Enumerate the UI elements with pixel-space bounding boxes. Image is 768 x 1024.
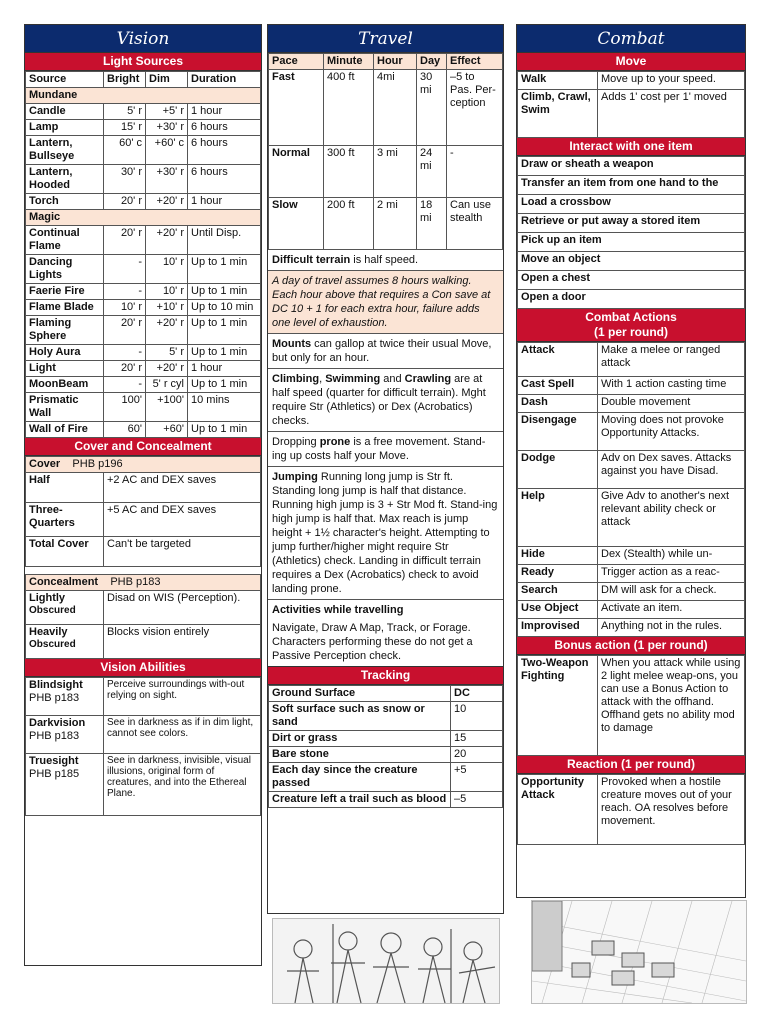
pace-value: 4mi — [374, 70, 417, 146]
interact-row — [518, 195, 745, 214]
vision-ability-desc: See in darkness, invisible, visual illusions, original form of creatures, and into the Ethereal Plane. — [104, 754, 261, 816]
combat-action-row — [518, 413, 745, 451]
mundane-label: Mundane — [26, 88, 261, 104]
interact-row — [518, 271, 745, 290]
adventurers-illustration — [272, 918, 500, 1004]
combat-action-row — [518, 601, 745, 619]
cover-effect: +5 AC and DEX saves — [104, 503, 261, 537]
pace-value: 400 ft — [324, 70, 374, 146]
interact-item: Retrieve or put away a stored item — [518, 214, 745, 233]
combat-action-name: Search — [518, 583, 598, 601]
tracking-title: Tracking — [268, 666, 503, 685]
combat-action-name: Cast Spell — [518, 377, 598, 395]
move-name: Climb, Crawl, Swim — [518, 90, 598, 138]
combat-action-desc: Adv on Dex saves. Attacks against you have Disad. — [598, 451, 745, 489]
light-source-value: 100' — [104, 393, 146, 422]
light-source-name: Lantern, Hooded — [26, 165, 104, 194]
light-header-3: Duration — [188, 72, 261, 88]
light-source-value: +20' r — [146, 226, 188, 255]
combat-action-desc: Dex (Stealth) while un- — [598, 547, 745, 565]
light-source-name: Wall of Fire — [26, 422, 104, 438]
vision-column — [24, 24, 262, 966]
cover-title: Cover and Concealment — [25, 438, 261, 456]
cover-table — [25, 456, 261, 659]
light-source-value: +60' c — [146, 136, 188, 165]
vision-ability-row — [26, 678, 261, 716]
tracking-row — [269, 763, 503, 792]
cover-row — [26, 473, 261, 503]
light-source-value: Up to 1 min — [188, 255, 261, 284]
vision-ability-name: Blindsight PHB p183 — [26, 678, 104, 716]
light-source-name: Lamp — [26, 120, 104, 136]
concealment-row — [26, 591, 261, 625]
combat-action-row — [518, 583, 745, 601]
cover-ref: PHB p196 — [72, 458, 123, 470]
climbing-note: Climbing, Swimming and Crawling are at half speed (quarter for difficult terrain). Mght require Str (Athletics) or Dex (Acrobatics) checks. — [268, 369, 503, 432]
light-source-value: +100' — [146, 393, 188, 422]
interact-item: Open a door — [518, 290, 745, 309]
tracking-dc: 15 — [451, 731, 503, 747]
tracking-surface: Dirt or grass — [269, 731, 451, 747]
concealment-type: Heavily Obscured — [26, 625, 104, 659]
pace-value: 300 ft — [324, 146, 374, 198]
interact-row — [518, 233, 745, 252]
cover-type: Half — [26, 473, 104, 503]
light-source-value: +30' r — [146, 165, 188, 194]
light-sources-table — [25, 71, 261, 438]
light-source-row — [26, 165, 261, 194]
interact-item: Draw or sheath a weapon — [518, 157, 745, 176]
light-source-value: 1 hour — [188, 104, 261, 120]
light-sources-title: Light Sources — [25, 53, 261, 71]
light-source-row — [26, 104, 261, 120]
vision-ability-desc: See in darkness as if in dim light, cannot see colors. — [104, 716, 261, 754]
light-source-value: 20' r — [104, 194, 146, 210]
light-source-value: +20' r — [146, 361, 188, 377]
light-source-value: 60' — [104, 422, 146, 438]
pace-header-1: Minute — [324, 54, 374, 70]
bonus-action-name: Two-Weapon Fighting — [518, 656, 598, 756]
tracking-surface: Each day since the creature passed — [269, 763, 451, 792]
interact-row — [518, 252, 745, 271]
light-source-row — [26, 255, 261, 284]
light-source-name: Torch — [26, 194, 104, 210]
prone-note: Dropping prone is a free movement. Stand-ing up costs half your Move. — [268, 432, 503, 467]
light-source-row — [26, 136, 261, 165]
day-of-travel-note: A day of travel assumes 8 hours walking. Each hour above that requires a Con save at DC 10 + 1 for each extra hour, failure adds one level of exhaustion. — [268, 271, 503, 334]
reaction-title: Reaction (1 per round) — [517, 756, 745, 774]
tracking-surface: Creature left a trail such as blood — [269, 792, 451, 808]
light-source-value: 15' r — [104, 120, 146, 136]
cover-row — [26, 537, 261, 567]
tracking-header-1: DC — [451, 686, 503, 702]
vision-ability-row — [26, 754, 261, 816]
tracking-row — [269, 792, 503, 808]
interact-item: Pick up an item — [518, 233, 745, 252]
light-source-row — [26, 393, 261, 422]
combat-action-desc: Anything not in the rules. — [598, 619, 745, 637]
light-source-value: - — [104, 345, 146, 361]
light-source-value: Up to 1 min — [188, 316, 261, 345]
light-source-name: Dancing Lights — [26, 255, 104, 284]
light-source-value: +5' r — [146, 104, 188, 120]
light-source-value: Until Disp. — [188, 226, 261, 255]
bonus-action-row — [518, 656, 745, 756]
combat-action-row — [518, 619, 745, 637]
light-source-name: Lantern, Bullseye — [26, 136, 104, 165]
vision-ability-name: Truesight PHB p185 — [26, 754, 104, 816]
reaction-table — [517, 774, 745, 845]
interact-title: Interact with one item — [517, 138, 745, 156]
interact-row — [518, 176, 745, 195]
light-source-name: MoonBeam — [26, 377, 104, 393]
pace-row — [269, 70, 503, 146]
light-header-2: Dim — [146, 72, 188, 88]
light-source-value: Up to 1 min — [188, 377, 261, 393]
light-header-1: Bright — [104, 72, 146, 88]
pace-row — [269, 146, 503, 198]
pace-value: 30 mi — [417, 70, 447, 146]
light-source-value: Up to 1 min — [188, 345, 261, 361]
tracking-header-0: Ground Surface — [269, 686, 451, 702]
pace-value: 200 ft — [324, 198, 374, 250]
combat-column — [516, 24, 746, 898]
pace-name: Fast — [269, 70, 324, 146]
combat-action-name: Improvised — [518, 619, 598, 637]
concealment-row — [26, 625, 261, 659]
concealment-label: Concealment — [29, 576, 99, 588]
combat-action-desc: Double movement — [598, 395, 745, 413]
pace-value: Can use stealth — [447, 198, 503, 250]
interact-item: Open a chest — [518, 271, 745, 290]
combat-actions-table — [517, 342, 745, 637]
move-name: Walk — [518, 72, 598, 90]
concealment-ref: PHB p183 — [110, 576, 161, 588]
light-source-row — [26, 361, 261, 377]
combat-action-row — [518, 489, 745, 547]
light-source-value: 10 mins — [188, 393, 261, 422]
light-source-value: Up to 10 min — [188, 300, 261, 316]
light-source-row — [26, 226, 261, 255]
concealment-effect: Disad on WIS (Perception). — [104, 591, 261, 625]
combat-action-name: Dash — [518, 395, 598, 413]
pace-value: –5 to Pas. Per-ception — [447, 70, 503, 146]
light-source-value: 20' r — [104, 226, 146, 255]
tracking-dc: 10 — [451, 702, 503, 731]
vision-abilities-title: Vision Abilities — [25, 659, 261, 677]
pace-header-0: Pace — [269, 54, 324, 70]
move-row — [518, 90, 745, 138]
cover-effect: Can't be targeted — [104, 537, 261, 567]
pace-value: 24 mi — [417, 146, 447, 198]
cover-type: Total Cover — [26, 537, 104, 567]
combat-action-row — [518, 547, 745, 565]
tracking-row — [269, 731, 503, 747]
light-source-row — [26, 422, 261, 438]
interact-row — [518, 290, 745, 309]
combat-title: Combat — [517, 25, 745, 53]
light-source-name: Continual Flame — [26, 226, 104, 255]
light-source-value: 5' r — [104, 104, 146, 120]
light-source-name: Prismatic Wall — [26, 393, 104, 422]
magic-label: Magic — [26, 210, 261, 226]
pace-value: 18 mi — [417, 198, 447, 250]
light-source-value: 30' r — [104, 165, 146, 194]
combat-action-name: Dodge — [518, 451, 598, 489]
tracking-dc: 20 — [451, 747, 503, 763]
tracking-dc: –5 — [451, 792, 503, 808]
light-source-row — [26, 316, 261, 345]
combat-action-name: Attack — [518, 343, 598, 377]
light-source-value: +20' r — [146, 194, 188, 210]
travel-column — [267, 24, 504, 914]
combat-action-desc: Give Adv to another's next relevant ability check or attack — [598, 489, 745, 547]
light-source-value: 5' r cyl — [146, 377, 188, 393]
light-source-value: 60' c — [104, 136, 146, 165]
move-row — [518, 72, 745, 90]
light-source-row — [26, 300, 261, 316]
light-source-name: Candle — [26, 104, 104, 120]
light-source-value: 20' r — [104, 361, 146, 377]
combat-action-desc: Moving does not provoke Opportunity Attacks. — [598, 413, 745, 451]
move-title: Move — [517, 53, 745, 71]
combat-action-desc: Make a melee or ranged attack — [598, 343, 745, 377]
reaction-desc: Provoked when a hostile creature moves out of your reach. OA resolves before movement. — [598, 775, 745, 845]
pace-header-2: Hour — [374, 54, 417, 70]
tracking-table — [268, 685, 503, 808]
difficult-terrain-note: Difficult terrain is half speed. — [268, 250, 503, 271]
interact-row — [518, 157, 745, 176]
move-desc: Move up to your speed. — [598, 72, 745, 90]
light-source-value: Up to 1 min — [188, 284, 261, 300]
interact-item: Transfer an item from one hand to the — [518, 176, 745, 195]
light-source-name: Holy Aura — [26, 345, 104, 361]
mounts-note: Mounts can gallop at twice their usual Move, but only for an hour. — [268, 334, 503, 369]
light-source-value: - — [104, 255, 146, 284]
pace-value: 3 mi — [374, 146, 417, 198]
bonus-action-desc: When you attack while using 2 light melee weap-ons, you can use a Bonus Action to attack with the offhand. Offhand gets no ability mod to damage — [598, 656, 745, 756]
light-source-name: Faerie Fire — [26, 284, 104, 300]
light-source-value: Up to 1 min — [188, 422, 261, 438]
light-source-value: 1 hour — [188, 361, 261, 377]
light-source-value: 10' r — [146, 284, 188, 300]
light-source-value: 6 hours — [188, 120, 261, 136]
cover-type: Three-Quarters — [26, 503, 104, 537]
light-source-name: Flaming Sphere — [26, 316, 104, 345]
battle-map-illustration — [531, 900, 747, 1004]
light-source-row — [26, 345, 261, 361]
light-source-row — [26, 377, 261, 393]
combat-action-name: Disengage — [518, 413, 598, 451]
light-source-row — [26, 194, 261, 210]
pace-table — [268, 53, 503, 250]
light-source-value: 6 hours — [188, 136, 261, 165]
interact-item: Load a crossbow — [518, 195, 745, 214]
combat-action-row — [518, 395, 745, 413]
combat-action-desc: DM will ask for a check. — [598, 583, 745, 601]
combat-action-row — [518, 451, 745, 489]
pace-row — [269, 198, 503, 250]
combat-actions-title: Combat Actions (1 per round) — [517, 309, 745, 342]
bonus-action-table — [517, 655, 745, 756]
cover-row — [26, 503, 261, 537]
light-source-value: 10' r — [104, 300, 146, 316]
adventurers-sketch-icon — [273, 919, 499, 1003]
vision-ability-name: Darkvision PHB p183 — [26, 716, 104, 754]
concealment-type: Lightly Obscured — [26, 591, 104, 625]
reaction-row — [518, 775, 745, 845]
light-header-0: Source — [26, 72, 104, 88]
tracking-row — [269, 702, 503, 731]
light-source-value: +20' r — [146, 316, 188, 345]
light-source-value: +60' — [146, 422, 188, 438]
light-source-value: 10' r — [146, 255, 188, 284]
pace-header-4: Effect — [447, 54, 503, 70]
combat-action-name: Ready — [518, 565, 598, 583]
jumping-note: Jumping Running long jump is Str ft. Standing long jump is half that distance. Running high jump is 3 + Str Mod ft. Stand-ing high jump is half that. Max reach is jump height + 1½ character's height. Attempting to jump further/higher might require Str (Athletics) check. Landing in difficult terrain requires a Dex (Acrobatics) check to avoid landing prone. — [268, 467, 503, 600]
tracking-surface: Bare stone — [269, 747, 451, 763]
light-source-value: +10' r — [146, 300, 188, 316]
vision-title: Vision — [25, 25, 261, 53]
combat-action-desc: Activate an item. — [598, 601, 745, 619]
move-desc: Adds 1' cost per 1' moved — [598, 90, 745, 138]
light-source-name: Flame Blade — [26, 300, 104, 316]
travel-title: Travel — [268, 25, 503, 53]
activities-note: Activities while travelling Navigate, Draw A Map, Track, or Forage. Characters performing these do not get a Passive Perception check. — [272, 604, 473, 662]
cover-effect: +2 AC and DEX saves — [104, 473, 261, 503]
vision-abilities-table — [25, 677, 261, 816]
light-source-value: 20' r — [104, 316, 146, 345]
pace-name: Slow — [269, 198, 324, 250]
light-source-row — [26, 120, 261, 136]
light-source-value: 6 hours — [188, 165, 261, 194]
light-source-value: - — [104, 284, 146, 300]
reaction-name: Opportunity Attack — [518, 775, 598, 845]
combat-action-row — [518, 343, 745, 377]
tracking-surface: Soft surface such as snow or sand — [269, 702, 451, 731]
cover-label: Cover — [29, 458, 61, 470]
light-source-value: +30' r — [146, 120, 188, 136]
combat-action-desc: With 1 action casting time — [598, 377, 745, 395]
light-source-value: 1 hour — [188, 194, 261, 210]
pace-name: Normal — [269, 146, 324, 198]
combat-action-name: Hide — [518, 547, 598, 565]
light-source-name: Light — [26, 361, 104, 377]
pace-value: - — [447, 146, 503, 198]
pace-header-3: Day — [417, 54, 447, 70]
tracking-row — [269, 747, 503, 763]
combat-action-row — [518, 565, 745, 583]
light-source-value: - — [104, 377, 146, 393]
combat-action-desc: Trigger action as a reac- — [598, 565, 745, 583]
light-source-row — [26, 284, 261, 300]
interact-table — [517, 156, 745, 309]
combat-action-name: Help — [518, 489, 598, 547]
interact-row — [518, 214, 745, 233]
combat-action-name: Use Object — [518, 601, 598, 619]
pace-value: 2 mi — [374, 198, 417, 250]
battle-map-sketch-icon — [532, 901, 746, 1003]
interact-item: Move an object — [518, 252, 745, 271]
move-table — [517, 71, 745, 138]
concealment-effect: Blocks vision entirely — [104, 625, 261, 659]
light-source-value: 5' r — [146, 345, 188, 361]
bonus-action-title: Bonus action (1 per round) — [517, 637, 745, 655]
tracking-dc: +5 — [451, 763, 503, 792]
combat-action-row — [518, 377, 745, 395]
vision-ability-desc: Perceive surroundings with-out relying on sight. — [104, 678, 261, 716]
vision-ability-row — [26, 716, 261, 754]
